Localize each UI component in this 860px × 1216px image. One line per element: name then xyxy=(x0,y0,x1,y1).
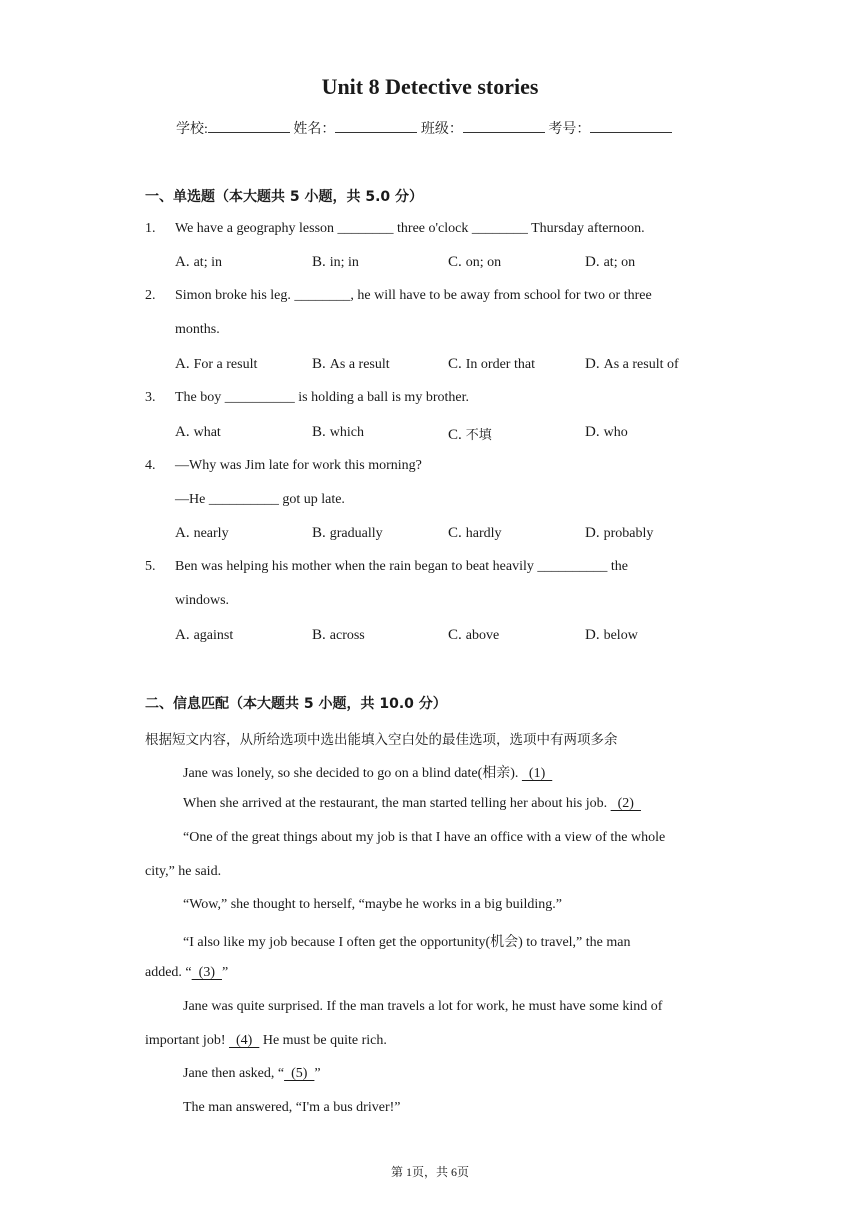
option-letter: C. xyxy=(448,525,462,541)
question-number: 4. xyxy=(145,458,156,473)
section1-heading: 一、单选题（本大题共 5 小题，共 5.0 分） xyxy=(145,189,424,205)
option-a[interactable] xyxy=(175,525,229,542)
question-text: Ben was helping his mother when the rain began to beat heavily __________ the xyxy=(175,559,628,574)
option-letter: A. xyxy=(175,254,190,270)
option-text: hardly xyxy=(465,526,502,541)
option-c[interactable] xyxy=(448,356,535,373)
option-text: on; on xyxy=(465,255,502,270)
option-text: which xyxy=(329,425,364,440)
option-text: 不填 xyxy=(465,428,492,443)
option-text: As a result xyxy=(329,357,390,372)
option-text: probably xyxy=(603,526,654,541)
passage-text: added. “ xyxy=(145,965,192,980)
option-d[interactable] xyxy=(585,424,628,441)
option-d[interactable] xyxy=(585,254,635,271)
school-label: 学校: xyxy=(176,122,208,137)
option-text: what xyxy=(193,425,221,440)
class-blank[interactable] xyxy=(463,118,545,133)
passage-paragraph-5-continued xyxy=(145,965,228,981)
passage-paragraph-2 xyxy=(183,796,641,812)
option-text: who xyxy=(603,425,628,440)
page-title: Unit 8 Detective stories xyxy=(321,74,539,99)
option-text: As a result of xyxy=(603,357,679,372)
passage-paragraph-3-continued: city,” he said. xyxy=(145,864,222,879)
option-text: gradually xyxy=(329,526,383,541)
option-b[interactable] xyxy=(312,254,359,271)
blank-2[interactable]: (2) xyxy=(610,796,641,811)
option-letter: B. xyxy=(312,424,326,440)
option-d[interactable] xyxy=(585,627,638,644)
exam-number-label: 考号： xyxy=(548,122,591,137)
option-text: in; in xyxy=(329,255,359,270)
question-text-continued: months. xyxy=(175,322,220,337)
option-letter: D. xyxy=(585,627,600,643)
option-letter: A. xyxy=(175,525,190,541)
option-c[interactable] xyxy=(448,254,501,271)
question-number: 5. xyxy=(145,559,156,574)
question-number: 2. xyxy=(145,288,156,303)
option-a[interactable] xyxy=(175,424,221,441)
option-letter: D. xyxy=(585,424,600,440)
blank-4[interactable]: (4) xyxy=(229,1033,260,1048)
option-c[interactable] xyxy=(448,424,492,444)
option-letter: C. xyxy=(448,627,462,643)
page-footer: 第 1页，共 6页 xyxy=(390,1165,469,1179)
passage-paragraph-3: “One of the great things about my job is that I have an office with a view of the whole xyxy=(183,830,666,845)
passage-paragraph-6-continued xyxy=(145,1033,387,1049)
passage-text: Jane then asked, “ xyxy=(183,1066,285,1081)
exam-number-blank[interactable] xyxy=(590,118,672,133)
option-letter: B. xyxy=(312,254,326,270)
option-c[interactable] xyxy=(448,627,499,644)
passage-text: important job! xyxy=(145,1033,226,1048)
option-letter: A. xyxy=(175,356,190,372)
class-label: 班级： xyxy=(420,122,463,137)
passage-text: He must be quite rich. xyxy=(259,1033,387,1048)
section2-heading: 二、信息匹配（本大题共 5 小题，共 10.0 分） xyxy=(145,696,447,712)
passage-text: ” xyxy=(314,1066,321,1081)
option-text: at; in xyxy=(193,255,222,270)
option-letter: D. xyxy=(585,254,600,270)
option-letter: C. xyxy=(448,427,462,443)
passage-paragraph-7 xyxy=(183,1066,321,1082)
option-b[interactable] xyxy=(312,424,364,441)
passage-text: When she arrived at the restaurant, the man started telling her about his job. xyxy=(183,796,608,811)
question-text: The boy __________ is holding a ball is my brother. xyxy=(175,390,469,405)
passage-paragraph-5: “I also like my job because I often get the opportunity(机会) to travel,” the man xyxy=(183,935,631,950)
option-letter: C. xyxy=(448,254,462,270)
question-text: —Why was Jim late for work this morning? xyxy=(175,458,422,473)
question-number: 3. xyxy=(145,390,156,405)
option-letter: D. xyxy=(585,525,600,541)
option-text: nearly xyxy=(193,526,229,541)
question-text-continued: windows. xyxy=(175,593,230,608)
school-blank[interactable] xyxy=(208,118,290,133)
option-text: above xyxy=(465,628,500,643)
option-b[interactable] xyxy=(312,356,390,373)
option-letter: A. xyxy=(175,424,190,440)
passage-text: ” xyxy=(221,965,229,980)
question-text-continued: —He __________ got up late. xyxy=(175,492,345,507)
blank-5[interactable]: (5) xyxy=(284,1066,315,1081)
section2-instruction: 根据短文内容，从所给选项中选出能填入空白处的最佳选项，选项中有两项多余 xyxy=(145,732,618,748)
option-text: below xyxy=(603,628,638,643)
option-text: against xyxy=(193,628,234,643)
option-c[interactable] xyxy=(448,525,502,542)
option-letter: D. xyxy=(585,356,600,372)
passage-paragraph-8: The man answered, “I'm a bus driver!” xyxy=(183,1100,401,1115)
blank-3[interactable]: (3) xyxy=(191,965,222,980)
option-a[interactable] xyxy=(175,254,222,271)
option-letter: C. xyxy=(448,356,462,372)
option-text: In order that xyxy=(465,357,535,372)
option-letter: B. xyxy=(312,525,326,541)
passage-paragraph-4: “Wow,” she thought to herself, “maybe he works in a big building.” xyxy=(183,897,562,912)
option-b[interactable] xyxy=(312,525,383,542)
option-letter: A. xyxy=(175,627,190,643)
option-d[interactable] xyxy=(585,356,679,373)
option-d[interactable] xyxy=(585,525,653,542)
question-text: Simon broke his leg. ________, he will have to be away from school for two or three xyxy=(175,288,652,303)
student-info-line xyxy=(176,118,672,138)
option-text: across xyxy=(329,628,365,643)
option-a[interactable] xyxy=(175,627,233,644)
option-b[interactable] xyxy=(312,627,365,644)
question-text: We have a geography lesson ________ three o'clock ________ Thursday afternoon. xyxy=(175,221,645,236)
blank-1[interactable]: (1) xyxy=(521,766,553,781)
option-text: at; on xyxy=(603,255,636,270)
option-letter: B. xyxy=(312,627,326,643)
option-letter: B. xyxy=(312,356,326,372)
passage-text: Jane was lonely, so she decided to go on a blind date(相亲). xyxy=(183,766,519,781)
name-blank[interactable] xyxy=(335,118,417,133)
option-a[interactable] xyxy=(175,356,257,373)
name-label: 姓名： xyxy=(293,122,336,137)
question-number: 1. xyxy=(145,221,156,236)
option-text: For a result xyxy=(193,357,258,372)
passage-paragraph-1 xyxy=(183,762,552,782)
passage-paragraph-6: Jane was quite surprised. If the man travels a lot for work, he must have some kind of xyxy=(183,999,663,1014)
